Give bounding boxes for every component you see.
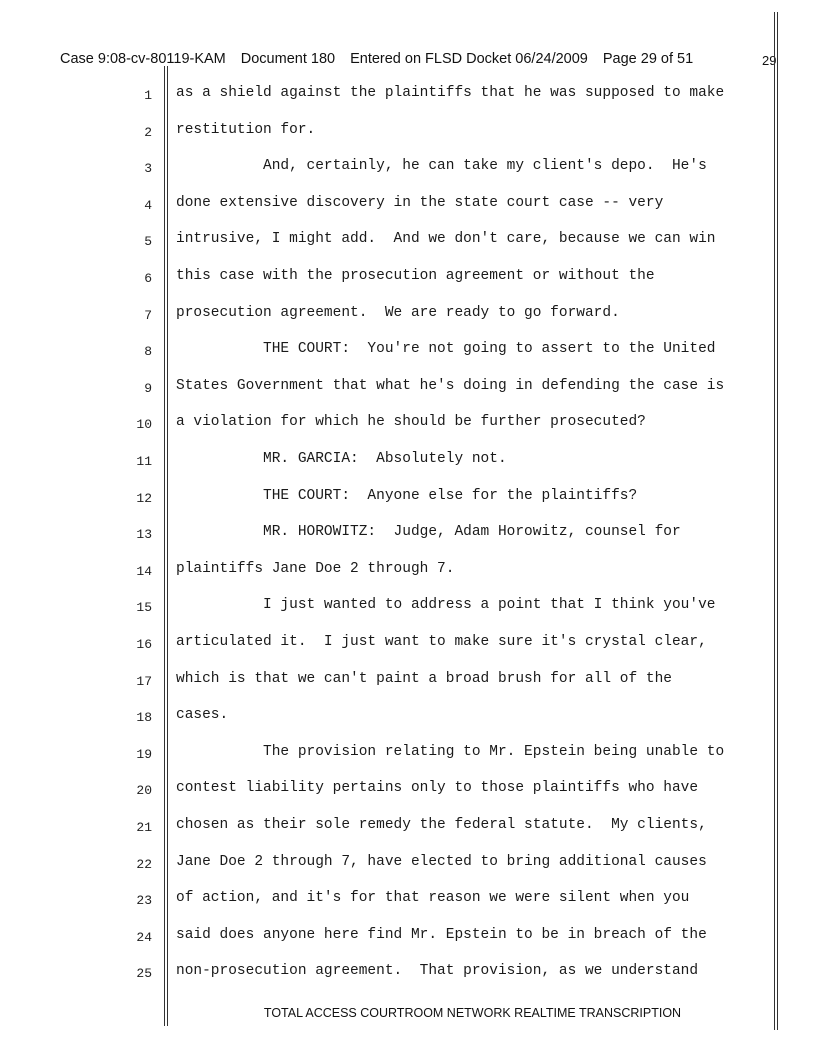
line-text: prosecution agreement. We are ready to go forward.	[176, 304, 620, 321]
transcript-line	[0, 488, 817, 508]
transcript-line	[0, 451, 817, 471]
line-text: a violation for which he should be further prosecuted?	[176, 414, 646, 431]
line-number: 23	[136, 893, 152, 909]
line-text: of action, and it's for that reason we were silent when you	[176, 890, 690, 907]
line-number: 11	[136, 454, 152, 469]
transcript-line	[0, 597, 817, 617]
transcript-line	[0, 378, 817, 398]
transcript-line	[0, 85, 817, 105]
docket-entry: Entered on FLSD Docket 06/24/2009	[350, 51, 588, 67]
transcript-line	[0, 927, 817, 947]
transcript-line	[0, 780, 817, 800]
line-text: articulated it. I just want to make sure it's crystal clear,	[176, 634, 707, 650]
line-text: non-prosecution agreement. That provision, as we understand	[176, 963, 699, 980]
line-number: 5	[144, 234, 152, 250]
transcript-page-number: 29	[762, 53, 777, 68]
case-number: Case 9:08-cv-80119-KAM	[60, 51, 226, 67]
transcript-line	[0, 305, 817, 325]
line-text: MR. HOROWITZ: Judge, Adam Horowitz, counsel for	[176, 524, 681, 541]
transcript-line	[0, 890, 817, 910]
page-count: Page 29 of 51	[602, 51, 694, 67]
line-text: plaintiffs Jane Doe 2 through 7.	[176, 560, 455, 577]
transcript-line	[0, 707, 817, 727]
line-number: 8	[144, 344, 152, 360]
transcript-line	[0, 561, 817, 581]
line-number: 17	[136, 673, 152, 689]
line-number: 9	[144, 380, 152, 396]
line-text: THE COURT: You're not going to assert to the United	[176, 341, 716, 358]
transcript-line	[0, 268, 817, 288]
line-text: intrusive, I might add. And we don't care, because we can win	[176, 231, 716, 248]
line-text: as a shield against the plaintiffs that he was supposed to make	[176, 85, 725, 101]
line-number: 2	[144, 124, 152, 140]
line-number: 20	[136, 783, 152, 799]
line-number: 13	[136, 527, 152, 543]
line-number: 16	[136, 637, 152, 652]
transcript-footer: TOTAL ACCESS COURTROOM NETWORK REALTIME TRANSCRIPTION	[263, 1006, 682, 1020]
line-number: 24	[136, 929, 152, 945]
transcript-line	[0, 341, 817, 361]
line-text: The provision relating to Mr. Epstein being unable to	[176, 743, 725, 760]
line-number: 3	[144, 161, 152, 177]
line-text: Jane Doe 2 through 7, have elected to bring additional causes	[176, 853, 707, 870]
transcript-line	[0, 817, 817, 837]
transcript-line	[0, 854, 817, 874]
line-number: 19	[136, 746, 152, 762]
transcript-line	[0, 414, 817, 434]
line-number: 12	[136, 490, 152, 506]
line-number: 10	[136, 417, 152, 433]
line-text: MR. GARCIA: Absolutely not.	[176, 451, 507, 467]
line-text: chosen as their sole remedy the federal statute. My clients,	[176, 817, 707, 833]
transcript-line	[0, 963, 817, 983]
transcript-line	[0, 744, 817, 764]
line-text: And, certainly, he can take my client's depo. He's	[176, 158, 707, 175]
line-text: this case with the prosecution agreement or without the	[176, 268, 655, 284]
line-number: 22	[136, 856, 152, 872]
line-number: 14	[136, 563, 152, 579]
line-number: 7	[144, 307, 152, 323]
line-number: 6	[144, 271, 152, 286]
line-text: contest liability pertains only to those plaintiffs who have	[176, 780, 699, 797]
line-number: 18	[136, 710, 152, 726]
transcript-line	[0, 634, 817, 654]
line-text: said does anyone here find Mr. Epstein to be in breach of the	[176, 926, 707, 943]
transcript-line	[0, 524, 817, 544]
line-text: which is that we can't paint a broad brush for all of the	[176, 670, 672, 687]
line-number: 25	[136, 966, 152, 982]
line-number: 15	[136, 600, 152, 616]
line-number: 21	[136, 820, 152, 835]
line-text: THE COURT: Anyone else for the plaintiffs?	[176, 487, 638, 504]
line-text: restitution for.	[176, 121, 316, 138]
line-text: I just wanted to address a point that I think you've	[176, 597, 716, 614]
transcript-line	[0, 122, 817, 142]
line-text: States Government that what he's doing in defending the case is	[176, 377, 725, 394]
transcript-line	[0, 231, 817, 251]
transcript-line	[0, 158, 817, 178]
line-text: done extensive discovery in the state court case -- very	[176, 194, 664, 211]
line-text: cases.	[176, 707, 229, 724]
transcript-line	[0, 671, 817, 691]
transcript-line	[0, 195, 817, 215]
line-number: 1	[144, 88, 152, 103]
docket-header	[60, 51, 800, 67]
document-number: Document 180	[240, 51, 336, 67]
line-number: 4	[144, 197, 152, 213]
